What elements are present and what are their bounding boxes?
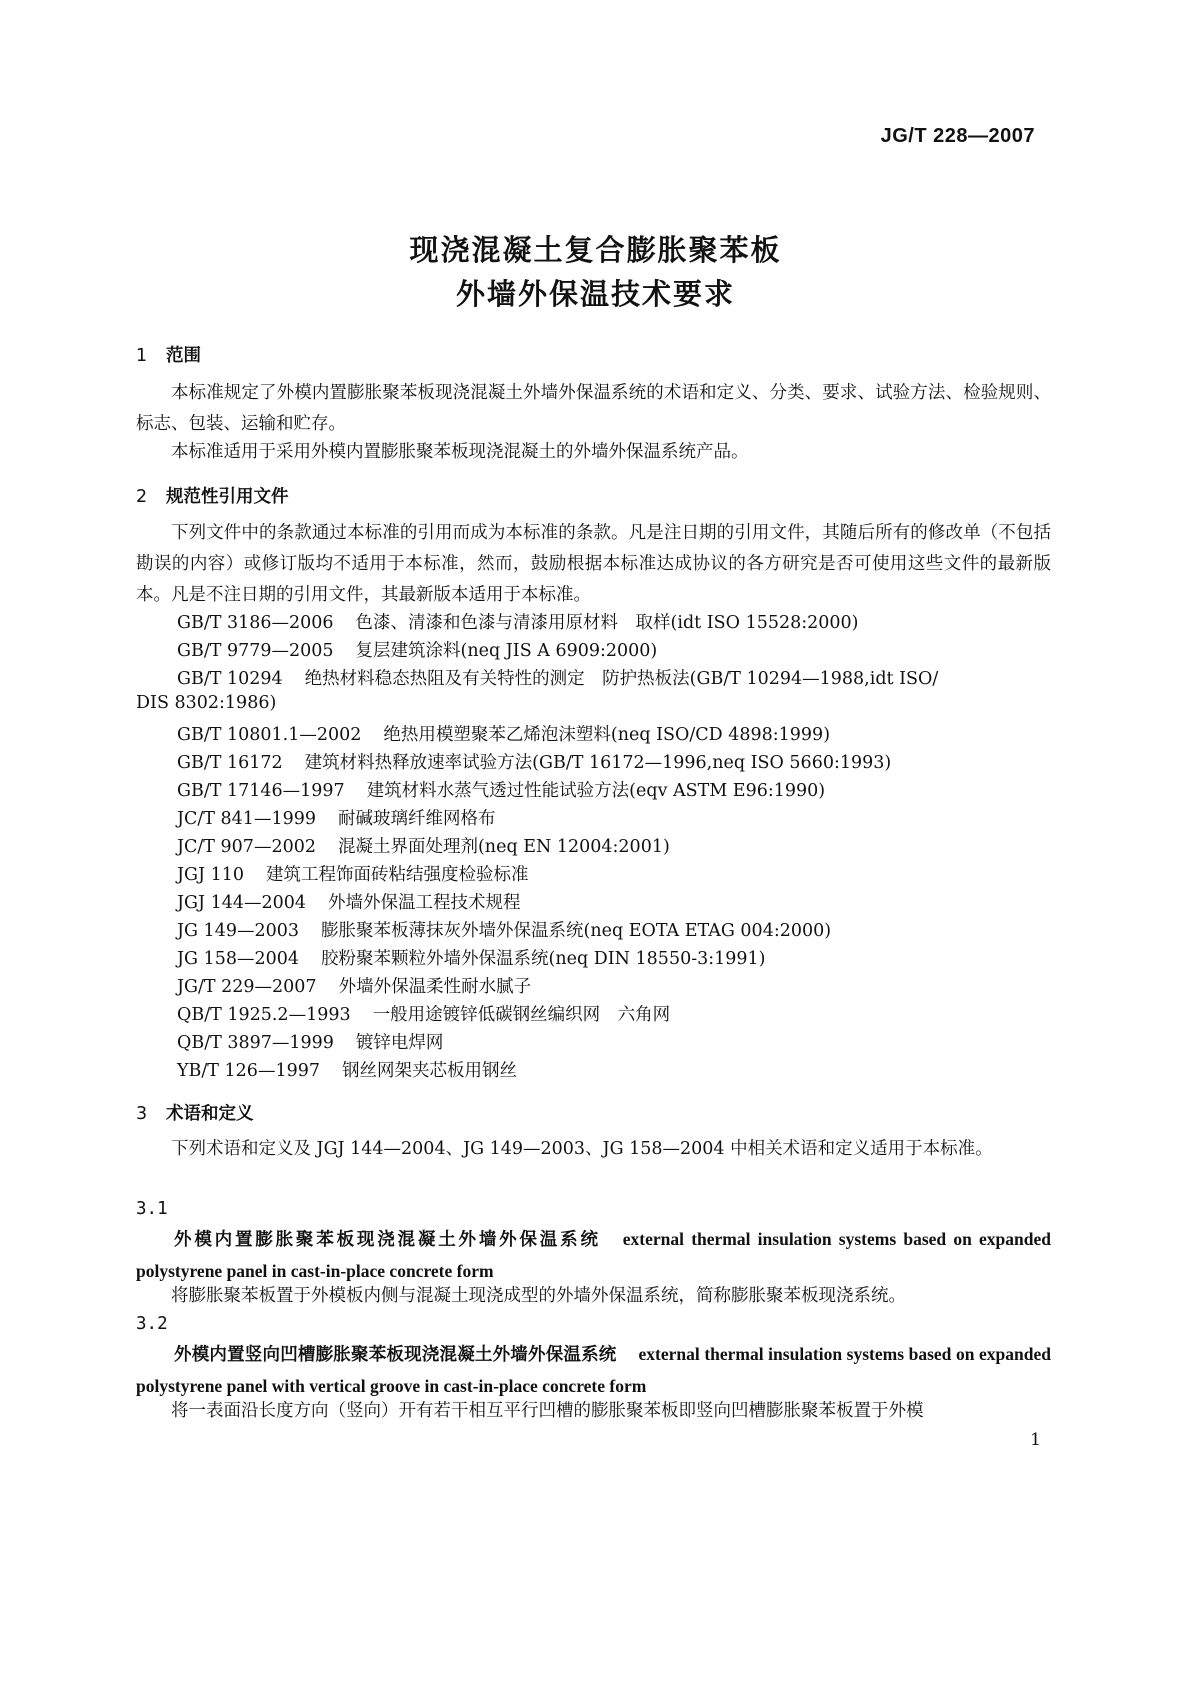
reference-item bbox=[177, 973, 531, 998]
section-1-heading bbox=[136, 342, 201, 367]
reference-title: 外墙外保温工程技术规程 bbox=[328, 893, 521, 913]
standard-code: JG/T 228—2007 bbox=[880, 125, 1035, 147]
reference-title: 混凝土界面处理剂(neq EN 12004:2001) bbox=[337, 837, 670, 857]
section-number: 3 bbox=[136, 1104, 148, 1124]
title-line-1: 现浇混凝土复合膨胀聚苯板 bbox=[409, 233, 782, 267]
reference-title: 建筑材料水蒸气透过性能试验方法(eqv ASTM E96:1990) bbox=[366, 781, 826, 801]
section-3-paragraph-1: 下列术语和定义及 JGJ 144—2004、JG 149—2003、JG 158—2004 中相关术语和定义适用于本标准。 bbox=[171, 1139, 993, 1159]
reference-code: QB/T 1925.2—1993 bbox=[177, 1005, 351, 1025]
reference-item bbox=[177, 637, 657, 662]
section-2-heading bbox=[136, 483, 289, 508]
reference-code: QB/T 3897—1999 bbox=[177, 1033, 334, 1053]
reference-code: JC/T 841—1999 bbox=[177, 809, 316, 829]
reference-title: 绝热材料稳态热阻及有关特性的测定 防护热板法(GB/T 10294—1988,idt ISO/ bbox=[304, 669, 939, 689]
section-3-heading bbox=[136, 1100, 254, 1125]
reference-title: 钢丝网架夹芯板用钢丝 bbox=[341, 1061, 517, 1081]
reference-item bbox=[177, 665, 938, 690]
reference-code: GB/T 10294 bbox=[177, 669, 283, 689]
reference-item bbox=[177, 1057, 517, 1082]
section-1-paragraph-2: 本标准适用于采用外模内置膨胀聚苯板现浇混凝土的外墙外保温系统产品。 bbox=[171, 442, 749, 462]
reference-item bbox=[177, 721, 830, 746]
reference-item bbox=[177, 609, 859, 634]
term-chinese: 外模内置膨胀聚苯板现浇混凝土外墙外保温系统 bbox=[174, 1230, 601, 1250]
reference-item bbox=[177, 889, 521, 914]
reference-title: 外墙外保温柔性耐水腻子 bbox=[338, 977, 532, 997]
section-title: 术语和定义 bbox=[166, 1104, 254, 1124]
reference-item bbox=[177, 861, 528, 886]
title-line-2: 外墙外保温技术要求 bbox=[455, 277, 735, 311]
reference-code: GB/T 16172 bbox=[177, 753, 283, 773]
section-number: 2 bbox=[136, 487, 148, 507]
reference-code: GB/T 10801.1—2002 bbox=[177, 725, 362, 745]
term-english: external thermal insulation systems based on expanded polystyrene panel with vertical groove in cast-in-place concrete form bbox=[136, 1344, 1051, 1396]
term-chinese: 外模内置竖向凹槽膨胀聚苯板现浇混凝土外墙外保温系统 bbox=[174, 1345, 617, 1365]
reference-code: JGJ 110 bbox=[177, 865, 244, 885]
reference-code: JG/T 229—2007 bbox=[177, 977, 317, 997]
term-3-2 bbox=[136, 1339, 1051, 1403]
reference-title: 胶粉聚苯颗粒外墙外保温系统(neq DIN 18550-3:1991) bbox=[321, 949, 766, 969]
reference-title: 镀锌电焊网 bbox=[355, 1033, 444, 1053]
reference-title: 一般用途镀锌低碳钢丝编织网 六角网 bbox=[372, 1005, 671, 1025]
reference-title: 色漆、清漆和色漆与清漆用原材料 取样(idt ISO 15528:2000) bbox=[355, 613, 859, 633]
definition-3-2: 将一表面沿长度方向（竖向）开有若干相互平行凹槽的膨胀聚苯板即竖向凹槽膨胀聚苯板置于外模 bbox=[171, 1401, 924, 1421]
reference-title: 膨胀聚苯板薄抹灰外墙外保温系统(neq EOTA ETAG 004:2000) bbox=[321, 921, 832, 941]
term-3-1 bbox=[136, 1224, 1051, 1288]
reference-code: JC/T 907—2002 bbox=[177, 837, 316, 857]
reference-item bbox=[177, 1029, 443, 1054]
reference-item bbox=[177, 1001, 670, 1026]
reference-title: 耐碱玻璃纤维网格布 bbox=[337, 809, 496, 829]
reference-item bbox=[177, 805, 495, 830]
term-english: external thermal insulation systems based on expanded polystyrene panel in cast-in-place concrete form bbox=[136, 1229, 1051, 1281]
reference-code: GB/T 17146—1997 bbox=[177, 781, 345, 801]
reference-code: JG 158—2004 bbox=[177, 949, 299, 969]
reference-code: YB/T 126—1997 bbox=[177, 1061, 320, 1081]
reference-item bbox=[177, 749, 891, 774]
section-1-paragraph-1: 本标准规定了外模内置膨胀聚苯板现浇混凝土外墙外保温系统的术语和定义、分类、要求、试验方法、检验规则、标志、包装、运输和贮存。 bbox=[136, 383, 1051, 434]
reference-title: 复层建筑涂料(neq JIS A 6909:2000) bbox=[355, 641, 658, 661]
reference-item bbox=[177, 945, 766, 970]
reference-code: GB/T 9779—2005 bbox=[177, 641, 334, 661]
reference-item bbox=[177, 777, 825, 802]
section-number: 1 bbox=[136, 346, 148, 366]
reference-title: 建筑材料热释放速率试验方法(GB/T 16172—1996,neq ISO 5660:1993) bbox=[304, 753, 892, 773]
section-title: 规范性引用文件 bbox=[166, 487, 289, 507]
definition-3-1: 将膨胀聚苯板置于外模板内侧与混凝土现浇成型的外墙外保温系统，简称膨胀聚苯板现浇系统。 bbox=[171, 1286, 906, 1306]
reference-code: JGJ 144—2004 bbox=[177, 893, 307, 913]
page-number: 1 bbox=[1030, 1430, 1041, 1450]
reference-title: 绝热用模塑聚苯乙烯泡沫塑料(neq ISO/CD 4898:1999) bbox=[383, 725, 831, 745]
reference-item bbox=[177, 833, 670, 858]
subsection-3-1-number: 3.1 bbox=[136, 1199, 168, 1219]
reference-item bbox=[177, 917, 831, 942]
section-2-paragraph-1: 下列文件中的条款通过本标准的引用而成为本标准的条款。凡是注日期的引用文件，其随后所有的修改单（不包括勘误的内容）或修订版均不适用于本标准，然而，鼓励根据本标准达成协议的各方研究是否可使用这些文件的最新版本。凡是不注日期的引用文件，其最新版本适用于本标准。 bbox=[136, 523, 1051, 605]
reference-code: JG 149—2003 bbox=[177, 921, 299, 941]
section-title: 范围 bbox=[166, 346, 201, 366]
reference-title: 建筑工程饰面砖粘结强度检验标准 bbox=[265, 865, 529, 885]
reference-continuation: DIS 8302:1986) bbox=[136, 693, 277, 713]
reference-code: GB/T 3186—2006 bbox=[177, 613, 334, 633]
subsection-3-2-number: 3.2 bbox=[136, 1314, 168, 1334]
